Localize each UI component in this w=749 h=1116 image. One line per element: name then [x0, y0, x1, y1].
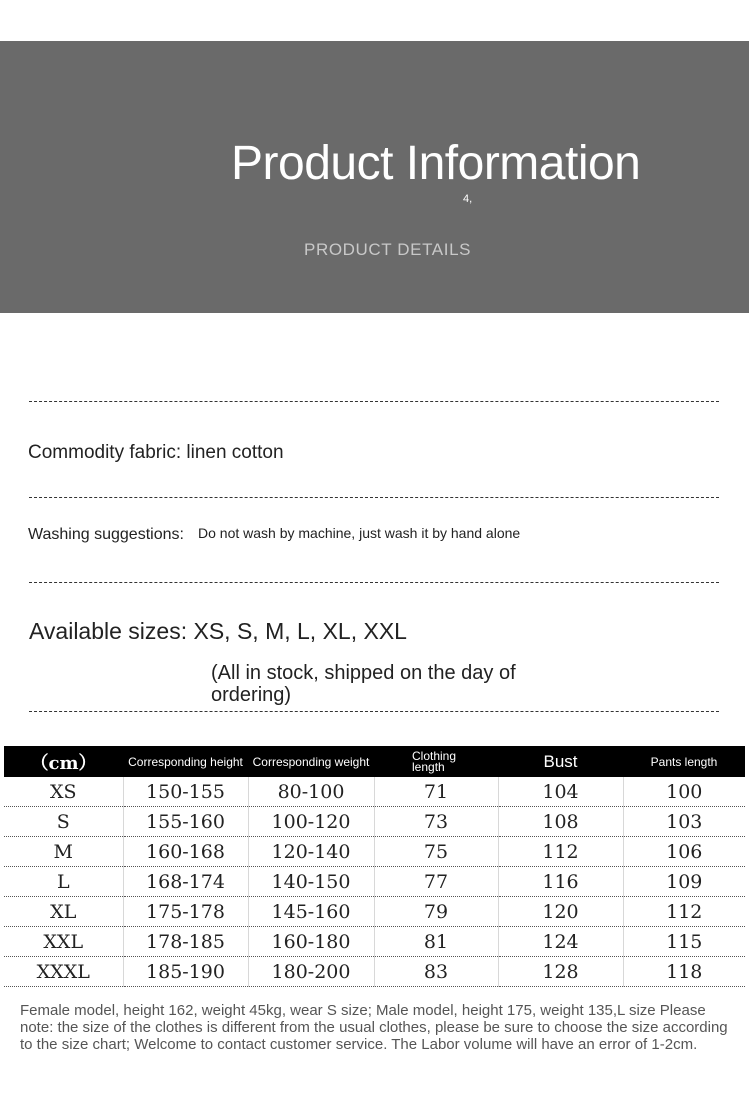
stock-note: (All in stock, shipped on the day of ordering) — [211, 662, 516, 706]
table-cell: 112 — [498, 837, 623, 867]
washing-value: Do not wash by machine, just wash it by hand alone — [198, 525, 521, 541]
table-row — [4, 867, 745, 897]
dashed-divider — [29, 401, 719, 402]
table-cell: 145-160 — [248, 897, 374, 927]
dashed-divider — [29, 711, 719, 712]
table-cell: 118 — [623, 957, 745, 987]
table-row — [4, 957, 745, 987]
table-cell: 115 — [623, 927, 745, 957]
size-chart-table — [4, 746, 745, 987]
table-cell: 175-178 — [123, 897, 248, 927]
table-header-row — [4, 746, 745, 777]
table-cell: XXXL — [4, 957, 123, 987]
table-cell: 116 — [498, 867, 623, 897]
table-cell: 120-140 — [248, 837, 374, 867]
table-cell: XL — [4, 897, 123, 927]
banner-title: Product Information — [231, 137, 641, 190]
fabric-info: Commodity fabric: linen cotton — [28, 442, 284, 463]
table-cell: 112 — [623, 897, 745, 927]
table-row — [4, 897, 745, 927]
washing-label: Washing suggestions: — [28, 526, 184, 543]
table-cell: S — [4, 807, 123, 837]
table-cell: 103 — [623, 807, 745, 837]
header-height: Corresponding height — [123, 746, 248, 777]
table-cell: 160-168 — [123, 837, 248, 867]
table-cell: XXL — [4, 927, 123, 957]
table-cell: 80-100 — [248, 777, 374, 807]
banner-subtitle: PRODUCT DETAILS — [304, 240, 472, 259]
table-cell: 100-120 — [248, 807, 374, 837]
header-weight: Corresponding weight — [248, 746, 374, 777]
table-row — [4, 927, 745, 957]
size-footnote: Female model, height 162, weight 45kg, wear S size; Male model, height 175, weight 135,L size Please note: the size of the clothes is different from the usual clothes, please be sure to choose the size according to the size chart; Welcome to contact customer service. The Labor volume will have an error of 1-2cm. — [20, 1002, 728, 1053]
table-cell: 100 — [623, 777, 745, 807]
table-row — [4, 837, 745, 867]
table-cell: 71 — [374, 777, 498, 807]
dashed-divider — [29, 582, 719, 583]
table-cell: XS — [4, 777, 123, 807]
table-cell: 168-174 — [123, 867, 248, 897]
table-cell: 128 — [498, 957, 623, 987]
header-unit: （cm） — [4, 746, 123, 777]
table-cell: 75 — [374, 837, 498, 867]
table-cell: M — [4, 837, 123, 867]
header-clothing-length: Clothing length — [374, 746, 498, 777]
table-cell: 108 — [498, 807, 623, 837]
table-cell: 160-180 — [248, 927, 374, 957]
table-row — [4, 807, 745, 837]
table-cell: 178-185 — [123, 927, 248, 957]
table-cell: 73 — [374, 807, 498, 837]
table-cell: 83 — [374, 957, 498, 987]
table-cell: 81 — [374, 927, 498, 957]
table-cell: 104 — [498, 777, 623, 807]
table-cell: L — [4, 867, 123, 897]
available-sizes: Available sizes: XS, S, M, L, XL, XXL — [29, 618, 407, 644]
table-cell: 77 — [374, 867, 498, 897]
table-cell: 180-200 — [248, 957, 374, 987]
table-cell: 150-155 — [123, 777, 248, 807]
dashed-divider — [29, 497, 719, 498]
table-cell: 140-150 — [248, 867, 374, 897]
header-pants-length: Pants length — [623, 746, 745, 777]
table-cell: 109 — [623, 867, 745, 897]
table-cell: 106 — [623, 837, 745, 867]
table-cell: 155-160 — [123, 807, 248, 837]
table-row — [4, 777, 745, 807]
table-cell: 124 — [498, 927, 623, 957]
table-cell: 79 — [374, 897, 498, 927]
banner-number: 4, — [463, 193, 473, 205]
header-bust: Bust — [498, 746, 623, 777]
table-cell: 185-190 — [123, 957, 248, 987]
table-cell: 120 — [498, 897, 623, 927]
product-banner — [0, 41, 749, 313]
